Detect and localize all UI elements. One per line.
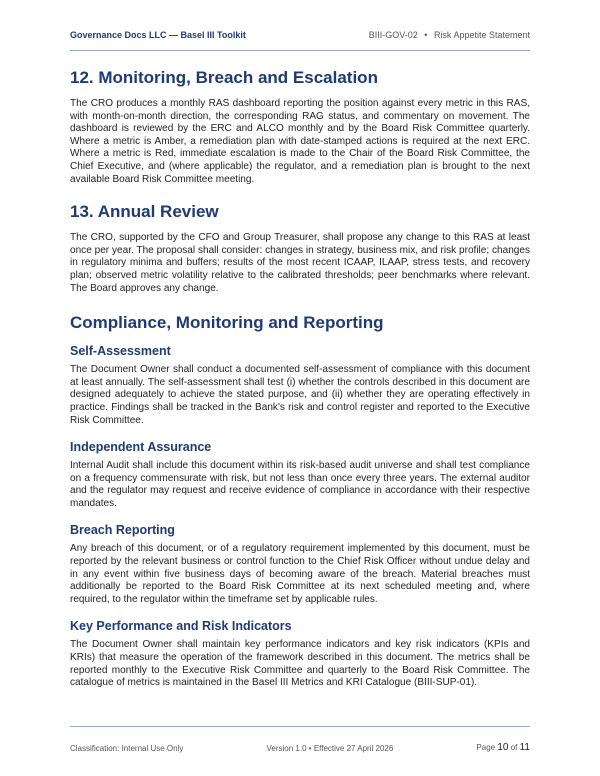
- section-12-body: The CRO produces a monthly RAS dashboard reporting the position against every metric in this RAS, with month-on-month direction, the corresponding RAG status, and commentary on movement. The dashboard is reviewed by the ERC and ALCO monthly and by the Board Risk Committee quarterly. Where a metric is Amber, a remediation plan with date-stamped actions is required at the next ERC. Where a metric is Red, immediate escalation is made to the Chair of the Board Risk Committee, the Chief Executive, and (where applicable) the regulator, and a remediation plan is brought to the next available Board Risk Committee meeting.: [70, 98, 530, 185]
- self-assessment-body: The Document Owner shall conduct a documented self-assessment of compliance with this document at least annually. The self-assessment shall test (i) whether the controls described in this document are designed adequately to achieve the stated purpose, and (ii) whether they are operating effectively in practice. Findings shall be tracked in the Bank's risk and control register and reported to the Executive Risk Committee.: [70, 364, 530, 426]
- section-12: [70, 66, 530, 186]
- independent-assurance-body: Internal Audit shall include this document within its risk-based audit universe and shall test compliance on a frequency commensurate with risk, but not less than once every three years. The external auditor and the regulator may request and receive evidence of compliance in accordance with their respective mandates.: [70, 460, 530, 509]
- breach-reporting-body: Any breach of this document, or of a regulatory requirement implemented by this document, must be reported by the relevant business or control function to the Chief Risk Officer without undue delay and in any event within five business days of becoming aware of the breach. Material breaches must additionally be reported to the Board Risk Committee at its next scheduled meeting and, where required, to the regulator within the timeframe set by applicable rules.: [70, 543, 530, 605]
- subsection-kpi-kri: [70, 618, 530, 689]
- page-content: [70, 66, 530, 690]
- page-current: 10: [497, 742, 509, 753]
- header-doc-id: BIII-GOV-02: [368, 30, 418, 40]
- footer-separator: •: [308, 744, 312, 753]
- breach-reporting-heading: Breach Reporting: [70, 523, 175, 538]
- independent-assurance-heading: Independent Assurance: [70, 440, 212, 455]
- header-separator: •: [424, 30, 428, 40]
- footer-classification: Classification: Internal Use Only: [70, 744, 184, 753]
- footer-effective-date: Effective 27 April 2026: [313, 744, 394, 753]
- page-of: of: [510, 743, 518, 752]
- subsection-breach-reporting: [70, 522, 530, 606]
- section-compliance: [70, 311, 530, 690]
- header-doc-title: Risk Appetite Statement: [433, 30, 530, 40]
- self-assessment-heading: Self-Assessment: [70, 344, 171, 359]
- kpi-kri-body: The Document Owner shall maintain key performance indicators and key risk indicators (KPIs and KRIs) that measure the operation of the framework described in this document. The metrics shall be reported monthly to the Executive Risk Committee and quarterly to the Board Risk Committee. The catalogue of metrics is maintained in the Basel III Metrics and KRI Catalogue (BIII-SUP-01).: [70, 639, 530, 689]
- kpi-kri-heading: Key Performance and Risk Indicators: [70, 619, 292, 634]
- section-13: [70, 200, 530, 295]
- page-total: 11: [519, 742, 530, 753]
- header-company: Governance Docs LLC — Basel III Toolkit: [70, 30, 246, 40]
- subsection-independent-assurance: [70, 439, 530, 510]
- header-doc-ref: [369, 30, 530, 40]
- section-13-heading: 13. Annual Review: [70, 202, 219, 222]
- subsection-self-assessment: [70, 343, 530, 427]
- compliance-heading: Compliance, Monitoring and Reporting: [70, 313, 384, 333]
- footer-version: Version 1.0: [266, 744, 307, 753]
- page-label: Page: [476, 743, 496, 752]
- footer-version-info: [267, 744, 394, 753]
- section-12-heading: 12. Monitoring, Breach and Escalation: [70, 68, 378, 87]
- page-number: [476, 742, 530, 753]
- section-13-body: The CRO, supported by the CFO and Group Treasurer, shall propose any change to this RAS at least once per year. The proposal shall consider: changes in strategy, business mix, and risk profile; changes in regulatory minima and buffers; results of the most recent ICAAP, ILAAP, stress tests, and recovery plan; observed metric volatility relative to the calibrated thresholds; peer benchmarks where relevant. The Board approves any change.: [70, 232, 530, 294]
- page-footer: [70, 726, 530, 753]
- page-header: [70, 30, 530, 51]
